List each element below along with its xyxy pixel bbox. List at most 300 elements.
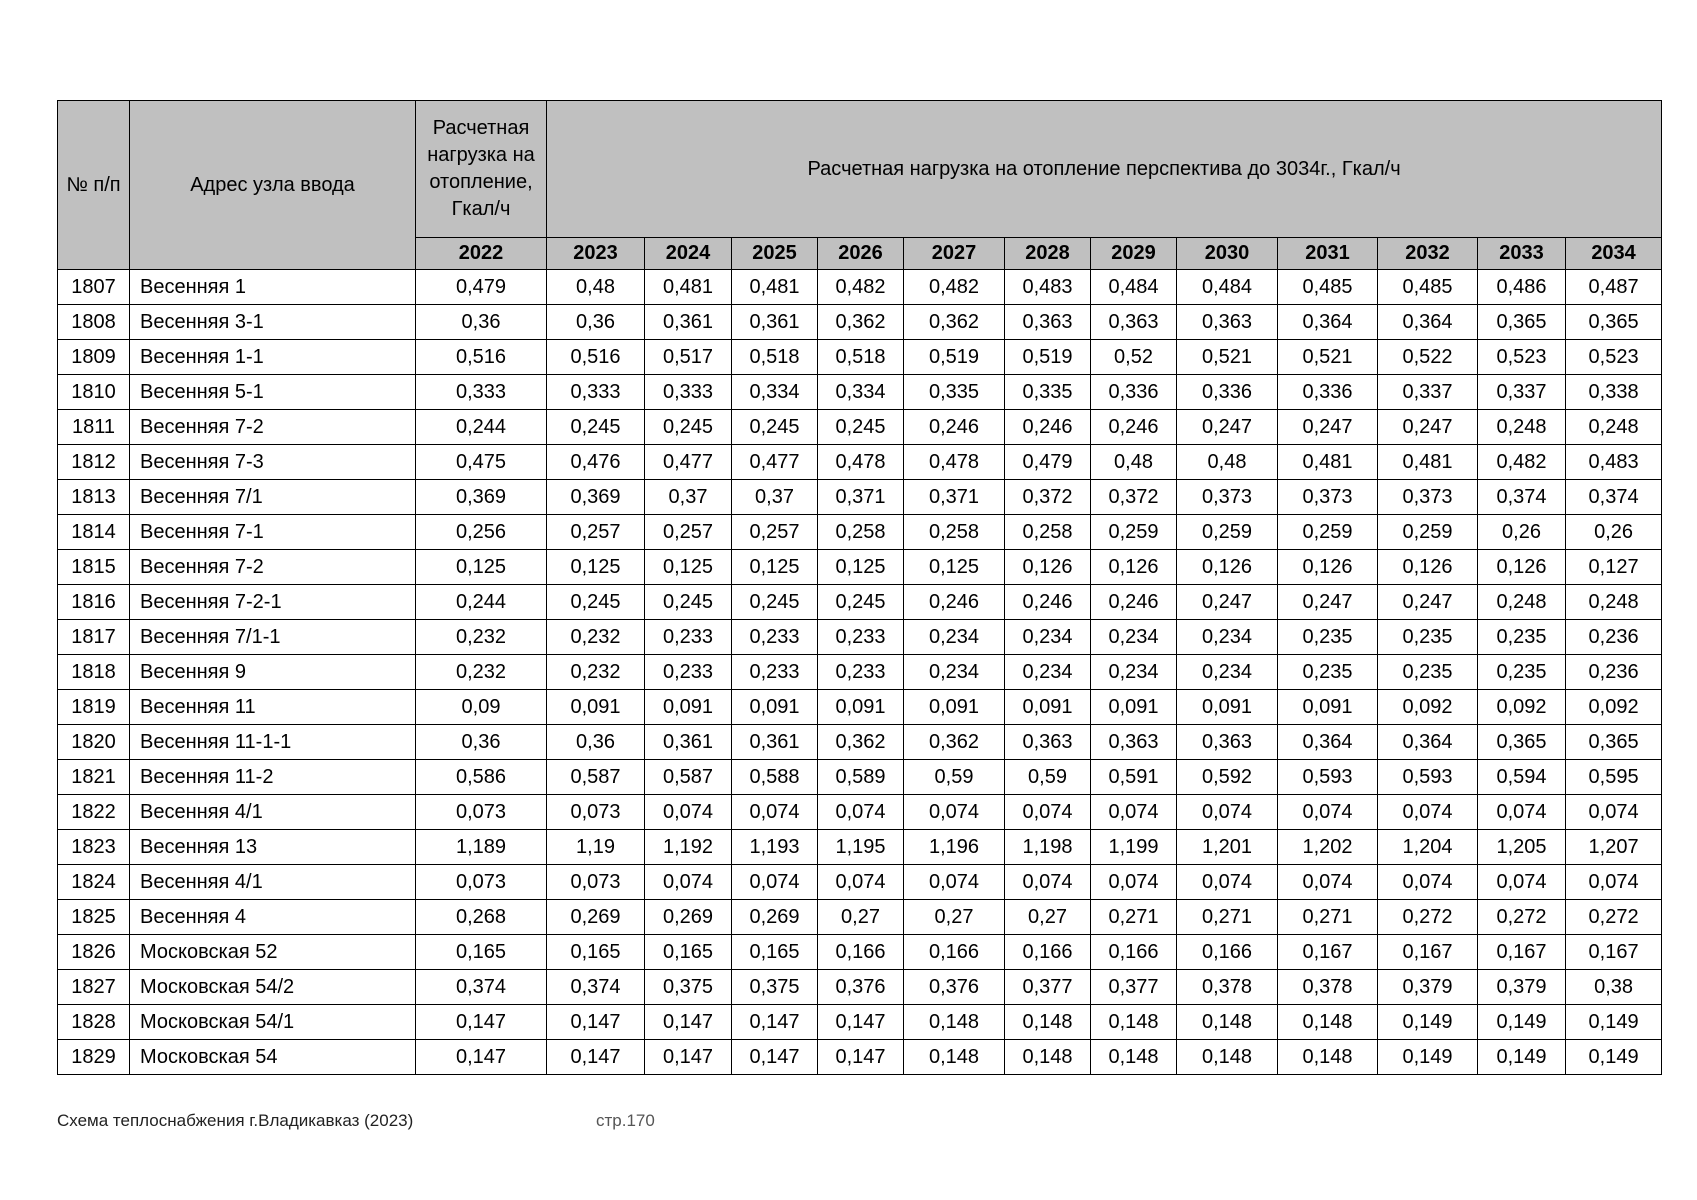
row-number: 1810 — [58, 375, 130, 410]
load-value-cell: 0,518 — [818, 340, 904, 375]
row-number: 1808 — [58, 305, 130, 340]
load-value-cell: 0,376 — [904, 970, 1005, 1005]
load-value-cell: 0,334 — [818, 375, 904, 410]
load-value-cell: 0,246 — [1005, 585, 1091, 620]
load-value-cell: 0,247 — [1378, 410, 1478, 445]
load-value-cell: 0,519 — [1005, 340, 1091, 375]
table-row — [58, 375, 1662, 410]
table-row — [58, 620, 1662, 655]
load-value-cell: 0,595 — [1566, 760, 1662, 795]
load-value-cell: 0,247 — [1177, 410, 1278, 445]
load-value-cell: 0,519 — [904, 340, 1005, 375]
load-value-cell: 0,166 — [818, 935, 904, 970]
load-value-cell: 0,477 — [645, 445, 732, 480]
row-address: Весенняя 7-3 — [130, 445, 416, 480]
load-value-cell: 0,269 — [732, 900, 818, 935]
load-value-cell: 0,091 — [1278, 690, 1378, 725]
load-value-cell: 0,336 — [1278, 375, 1378, 410]
row-address: Весенняя 7-1 — [130, 515, 416, 550]
row-number: 1825 — [58, 900, 130, 935]
load-value-cell: 0,363 — [1177, 305, 1278, 340]
table-row — [58, 690, 1662, 725]
load-value-cell: 0,074 — [1566, 865, 1662, 900]
load-value-cell: 0,092 — [1478, 690, 1566, 725]
load-value-cell: 0,259 — [1091, 515, 1177, 550]
load-value-cell: 0,244 — [416, 410, 547, 445]
load-value-cell: 0,126 — [1091, 550, 1177, 585]
load-value-cell: 0,167 — [1566, 935, 1662, 970]
load-value-cell: 0,245 — [732, 410, 818, 445]
row-number: 1819 — [58, 690, 130, 725]
load-value-cell: 0,371 — [818, 480, 904, 515]
load-value-cell: 0,586 — [416, 760, 547, 795]
table-row — [58, 340, 1662, 375]
load-value-cell: 0,379 — [1378, 970, 1478, 1005]
year-header: 2031 — [1278, 238, 1378, 270]
table-row — [58, 445, 1662, 480]
load-value-cell: 0,074 — [645, 795, 732, 830]
load-value-cell: 0,074 — [904, 795, 1005, 830]
footer-page-number: стр.170 — [596, 1111, 655, 1130]
load-value-cell: 0,125 — [818, 550, 904, 585]
row-address: Весенняя 7/1-1 — [130, 620, 416, 655]
load-value-cell: 0,073 — [416, 795, 547, 830]
load-value-cell: 0,594 — [1478, 760, 1566, 795]
load-value-cell: 0,235 — [1278, 655, 1378, 690]
load-value-cell: 0,245 — [818, 410, 904, 445]
year-header: 2023 — [547, 238, 645, 270]
load-value-cell: 0,232 — [416, 620, 547, 655]
load-value-cell: 0,245 — [547, 585, 645, 620]
load-value-cell: 0,148 — [1278, 1040, 1378, 1075]
load-value-cell: 0,125 — [547, 550, 645, 585]
footer-document-title: Схема теплоснабжения г.Владикавказ (2023) — [57, 1111, 414, 1130]
load-value-cell: 0,333 — [547, 375, 645, 410]
load-value-cell: 0,126 — [1478, 550, 1566, 585]
load-value-cell: 0,59 — [904, 760, 1005, 795]
load-value-cell: 0,074 — [1005, 865, 1091, 900]
load-value-cell: 0,074 — [645, 865, 732, 900]
header-address: Адрес узла ввода — [130, 101, 416, 270]
load-value-cell: 0,361 — [732, 305, 818, 340]
load-value-cell: 1,201 — [1177, 830, 1278, 865]
load-value-cell: 0,372 — [1091, 480, 1177, 515]
load-value-cell: 1,198 — [1005, 830, 1091, 865]
load-value-cell: 0,092 — [1378, 690, 1478, 725]
load-value-cell: 0,235 — [1378, 620, 1478, 655]
load-value-cell: 0,074 — [1478, 795, 1566, 830]
load-value-cell: 0,589 — [818, 760, 904, 795]
load-value-cell: 0,149 — [1378, 1040, 1478, 1075]
load-value-cell: 0,364 — [1278, 725, 1378, 760]
row-number: 1822 — [58, 795, 130, 830]
load-value-cell: 0,149 — [1566, 1005, 1662, 1040]
load-value-cell: 0,27 — [904, 900, 1005, 935]
row-number: 1811 — [58, 410, 130, 445]
load-value-cell: 0,587 — [645, 760, 732, 795]
row-address: Московская 54/1 — [130, 1005, 416, 1040]
load-value-cell: 0,091 — [547, 690, 645, 725]
load-value-cell: 0,166 — [1091, 935, 1177, 970]
year-header: 2027 — [904, 238, 1005, 270]
load-value-cell: 0,125 — [904, 550, 1005, 585]
load-value-cell: 0,148 — [1177, 1005, 1278, 1040]
load-value-cell: 0,125 — [645, 550, 732, 585]
load-value-cell: 0,588 — [732, 760, 818, 795]
load-value-cell: 0,148 — [1091, 1040, 1177, 1075]
load-value-cell: 0,337 — [1378, 375, 1478, 410]
load-value-cell: 0,52 — [1091, 340, 1177, 375]
load-value-cell: 0,375 — [732, 970, 818, 1005]
load-value-cell: 0,248 — [1478, 410, 1566, 445]
load-value-cell: 0,149 — [1478, 1005, 1566, 1040]
load-value-cell: 0,365 — [1478, 725, 1566, 760]
load-value-cell: 0,247 — [1177, 585, 1278, 620]
load-value-cell: 0,268 — [416, 900, 547, 935]
load-value-cell: 0,484 — [1177, 270, 1278, 305]
row-address: Весенняя 9 — [130, 655, 416, 690]
load-value-cell: 0,258 — [904, 515, 1005, 550]
load-value-cell: 0,233 — [645, 655, 732, 690]
load-value-cell: 0,074 — [1091, 795, 1177, 830]
load-value-cell: 0,27 — [818, 900, 904, 935]
table-header — [58, 101, 1662, 270]
load-value-cell: 0,373 — [1378, 480, 1478, 515]
load-value-cell: 0,248 — [1566, 410, 1662, 445]
load-value-cell: 0,148 — [1091, 1005, 1177, 1040]
load-value-cell: 0,26 — [1566, 515, 1662, 550]
load-value-cell: 0,481 — [1278, 445, 1378, 480]
row-number: 1826 — [58, 935, 130, 970]
row-address: Весенняя 4 — [130, 900, 416, 935]
year-header: 2034 — [1566, 238, 1662, 270]
load-value-cell: 0,234 — [1177, 620, 1278, 655]
load-value-cell: 0,482 — [818, 270, 904, 305]
header-load-perspective: Расчетная нагрузка на отопление перспектива до 3034г., Гкал/ч — [547, 101, 1662, 238]
table-row — [58, 900, 1662, 935]
row-address: Весенняя 7-2-1 — [130, 585, 416, 620]
load-value-cell: 0,147 — [547, 1040, 645, 1075]
load-value-cell: 0,362 — [818, 305, 904, 340]
load-value-cell: 0,481 — [732, 270, 818, 305]
load-value-cell: 0,361 — [645, 305, 732, 340]
table-row — [58, 725, 1662, 760]
load-value-cell: 0,074 — [1177, 865, 1278, 900]
load-value-cell: 0,235 — [1378, 655, 1478, 690]
load-value-cell: 0,126 — [1177, 550, 1278, 585]
load-value-cell: 1,199 — [1091, 830, 1177, 865]
load-value-cell: 0,074 — [732, 795, 818, 830]
load-value-cell: 0,522 — [1378, 340, 1478, 375]
load-value-cell: 0,127 — [1566, 550, 1662, 585]
load-value-cell: 0,377 — [1091, 970, 1177, 1005]
load-value-cell: 0,166 — [1005, 935, 1091, 970]
load-value-cell: 0,365 — [1566, 725, 1662, 760]
load-value-cell: 0,374 — [416, 970, 547, 1005]
load-value-cell: 0,363 — [1091, 305, 1177, 340]
row-number: 1813 — [58, 480, 130, 515]
load-value-cell: 0,091 — [1177, 690, 1278, 725]
load-value-cell: 0,272 — [1478, 900, 1566, 935]
year-header: 2029 — [1091, 238, 1177, 270]
load-value-cell: 0,482 — [1478, 445, 1566, 480]
row-address: Московская 54 — [130, 1040, 416, 1075]
load-value-cell: 0,336 — [1091, 375, 1177, 410]
load-value-cell: 0,363 — [1005, 305, 1091, 340]
load-value-cell: 1,196 — [904, 830, 1005, 865]
table-row — [58, 795, 1662, 830]
load-value-cell: 0,126 — [1005, 550, 1091, 585]
load-value-cell: 0,337 — [1478, 375, 1566, 410]
table-row — [58, 480, 1662, 515]
load-value-cell: 0,148 — [904, 1005, 1005, 1040]
load-value-cell: 0,074 — [904, 865, 1005, 900]
load-value-cell: 0,338 — [1566, 375, 1662, 410]
load-value-cell: 0,245 — [547, 410, 645, 445]
load-value-cell: 0,074 — [1278, 865, 1378, 900]
load-value-cell: 0,147 — [416, 1040, 547, 1075]
load-value-cell: 1,195 — [818, 830, 904, 865]
load-value-cell: 0,487 — [1566, 270, 1662, 305]
load-value-cell: 0,481 — [645, 270, 732, 305]
load-value-cell: 0,369 — [416, 480, 547, 515]
load-value-cell: 0,074 — [1378, 795, 1478, 830]
table-row — [58, 270, 1662, 305]
load-value-cell: 1,204 — [1378, 830, 1478, 865]
load-value-cell: 0,236 — [1566, 655, 1662, 690]
row-address: Весенняя 5-1 — [130, 375, 416, 410]
load-value-cell: 0,234 — [904, 655, 1005, 690]
load-value-cell: 0,245 — [732, 585, 818, 620]
load-value-cell: 0,378 — [1278, 970, 1378, 1005]
load-value-cell: 0,074 — [1091, 865, 1177, 900]
row-number: 1829 — [58, 1040, 130, 1075]
row-number: 1824 — [58, 865, 130, 900]
load-value-cell: 0,333 — [416, 375, 547, 410]
load-value-cell: 0,245 — [818, 585, 904, 620]
load-value-cell: 0,246 — [1091, 410, 1177, 445]
load-value-cell: 0,165 — [416, 935, 547, 970]
load-value-cell: 0,232 — [547, 655, 645, 690]
load-value-cell: 0,126 — [1278, 550, 1378, 585]
load-value-cell: 0,363 — [1091, 725, 1177, 760]
table-row — [58, 760, 1662, 795]
load-value-cell: 0,259 — [1378, 515, 1478, 550]
load-value-cell: 0,247 — [1278, 410, 1378, 445]
load-value-cell: 0,26 — [1478, 515, 1566, 550]
table-row — [58, 410, 1662, 445]
load-value-cell: 0,272 — [1378, 900, 1478, 935]
load-value-cell: 0,364 — [1378, 725, 1478, 760]
load-value-cell: 0,37 — [645, 480, 732, 515]
load-value-cell: 0,378 — [1177, 970, 1278, 1005]
load-value-cell: 0,235 — [1278, 620, 1378, 655]
load-value-cell: 1,202 — [1278, 830, 1378, 865]
load-value-cell: 0,236 — [1566, 620, 1662, 655]
load-value-cell: 0,126 — [1378, 550, 1478, 585]
row-address: Весенняя 3-1 — [130, 305, 416, 340]
load-value-cell: 0,165 — [547, 935, 645, 970]
load-value-cell: 1,205 — [1478, 830, 1566, 865]
load-value-cell: 0,073 — [547, 865, 645, 900]
load-value-cell: 0,364 — [1378, 305, 1478, 340]
load-value-cell: 0,475 — [416, 445, 547, 480]
load-value-cell: 1,192 — [645, 830, 732, 865]
load-value-cell: 0,374 — [1478, 480, 1566, 515]
load-value-cell: 0,165 — [645, 935, 732, 970]
load-value-cell: 0,27 — [1005, 900, 1091, 935]
load-value-cell: 0,365 — [1566, 305, 1662, 340]
load-value-cell: 1,19 — [547, 830, 645, 865]
load-value-cell: 0,373 — [1177, 480, 1278, 515]
load-value-cell: 0,516 — [547, 340, 645, 375]
row-address: Весенняя 7-2 — [130, 550, 416, 585]
load-value-cell: 0,147 — [818, 1005, 904, 1040]
table-row — [58, 550, 1662, 585]
load-value-cell: 0,379 — [1478, 970, 1566, 1005]
load-value-cell: 0,48 — [1177, 445, 1278, 480]
load-value-cell: 0,271 — [1177, 900, 1278, 935]
load-value-cell: 0,074 — [1478, 865, 1566, 900]
load-value-cell: 0,523 — [1478, 340, 1566, 375]
load-value-cell: 0,148 — [904, 1040, 1005, 1075]
load-value-cell: 0,369 — [547, 480, 645, 515]
year-header: 2022 — [416, 238, 547, 270]
load-value-cell: 0,246 — [904, 585, 1005, 620]
load-value-cell: 0,36 — [416, 305, 547, 340]
load-value-cell: 0,149 — [1566, 1040, 1662, 1075]
row-address: Весенняя 1 — [130, 270, 416, 305]
header-row-main — [58, 101, 1662, 238]
load-value-cell: 0,248 — [1566, 585, 1662, 620]
load-value-cell: 0,148 — [1278, 1005, 1378, 1040]
year-header: 2025 — [732, 238, 818, 270]
load-value-cell: 0,479 — [416, 270, 547, 305]
load-value-cell: 0,335 — [904, 375, 1005, 410]
year-header: 2026 — [818, 238, 904, 270]
load-value-cell: 0,092 — [1566, 690, 1662, 725]
load-value-cell: 0,074 — [1566, 795, 1662, 830]
year-header: 2024 — [645, 238, 732, 270]
load-value-cell: 0,073 — [416, 865, 547, 900]
load-value-cell: 0,147 — [818, 1040, 904, 1075]
load-value-cell: 0,333 — [645, 375, 732, 410]
row-number: 1818 — [58, 655, 130, 690]
load-value-cell: 0,521 — [1177, 340, 1278, 375]
load-value-cell: 0,148 — [1005, 1040, 1091, 1075]
load-value-cell: 0,147 — [547, 1005, 645, 1040]
load-value-cell: 0,259 — [1177, 515, 1278, 550]
load-value-cell: 0,259 — [1278, 515, 1378, 550]
load-value-cell: 0,248 — [1478, 585, 1566, 620]
table-row — [58, 865, 1662, 900]
load-value-cell: 0,361 — [645, 725, 732, 760]
load-value-cell: 0,147 — [416, 1005, 547, 1040]
load-value-cell: 0,245 — [645, 585, 732, 620]
load-value-cell: 0,363 — [1177, 725, 1278, 760]
row-address: Весенняя 11-2 — [130, 760, 416, 795]
row-address: Весенняя 4/1 — [130, 865, 416, 900]
load-value-cell: 0,256 — [416, 515, 547, 550]
row-number: 1828 — [58, 1005, 130, 1040]
row-number: 1809 — [58, 340, 130, 375]
load-value-cell: 0,235 — [1478, 655, 1566, 690]
load-value-cell: 0,258 — [818, 515, 904, 550]
load-value-cell: 0,166 — [904, 935, 1005, 970]
load-value-cell: 0,523 — [1566, 340, 1662, 375]
heat-load-table — [57, 100, 1662, 1075]
header-num: № п/п — [58, 101, 130, 270]
load-value-cell: 0,521 — [1278, 340, 1378, 375]
load-value-cell: 0,074 — [1278, 795, 1378, 830]
row-address: Московская 54/2 — [130, 970, 416, 1005]
load-value-cell: 0,235 — [1478, 620, 1566, 655]
load-value-cell: 0,148 — [1005, 1005, 1091, 1040]
load-value-cell: 0,234 — [1005, 620, 1091, 655]
load-value-cell: 0,091 — [904, 690, 1005, 725]
load-value-cell: 0,485 — [1278, 270, 1378, 305]
load-value-cell: 0,074 — [732, 865, 818, 900]
row-number: 1814 — [58, 515, 130, 550]
load-value-cell: 0,592 — [1177, 760, 1278, 795]
load-value-cell: 0,247 — [1378, 585, 1478, 620]
table-row — [58, 1040, 1662, 1075]
load-value-cell: 0,36 — [547, 305, 645, 340]
load-value-cell: 0,167 — [1278, 935, 1378, 970]
load-value-cell: 0,167 — [1478, 935, 1566, 970]
load-value-cell: 0,246 — [1091, 585, 1177, 620]
load-value-cell: 0,38 — [1566, 970, 1662, 1005]
load-value-cell: 0,516 — [416, 340, 547, 375]
load-value-cell: 0,091 — [1005, 690, 1091, 725]
table-row — [58, 935, 1662, 970]
load-value-cell: 0,125 — [416, 550, 547, 585]
load-value-cell: 0,091 — [732, 690, 818, 725]
load-value-cell: 0,246 — [1005, 410, 1091, 445]
row-number: 1820 — [58, 725, 130, 760]
row-address: Весенняя 1-1 — [130, 340, 416, 375]
load-value-cell: 0,364 — [1278, 305, 1378, 340]
load-value-cell: 0,074 — [1378, 865, 1478, 900]
load-value-cell: 0,486 — [1478, 270, 1566, 305]
load-value-cell: 0,374 — [1566, 480, 1662, 515]
load-value-cell: 0,257 — [547, 515, 645, 550]
row-address: Весенняя 11 — [130, 690, 416, 725]
load-value-cell: 0,125 — [732, 550, 818, 585]
load-value-cell: 0,48 — [1091, 445, 1177, 480]
load-value-cell: 0,234 — [1005, 655, 1091, 690]
load-value-cell: 0,147 — [645, 1040, 732, 1075]
load-value-cell: 0,271 — [1091, 900, 1177, 935]
load-value-cell: 0,244 — [416, 585, 547, 620]
load-value-cell: 0,375 — [645, 970, 732, 1005]
row-number: 1807 — [58, 270, 130, 305]
load-value-cell: 0,091 — [645, 690, 732, 725]
load-value-cell: 0,09 — [416, 690, 547, 725]
table-row — [58, 1005, 1662, 1040]
load-value-cell: 0,234 — [904, 620, 1005, 655]
table-body — [58, 270, 1662, 1075]
load-value-cell: 0,362 — [904, 305, 1005, 340]
table-row — [58, 515, 1662, 550]
load-value-cell: 0,269 — [645, 900, 732, 935]
load-value-cell: 0,257 — [645, 515, 732, 550]
row-address: Московская 52 — [130, 935, 416, 970]
row-address: Весенняя 13 — [130, 830, 416, 865]
load-value-cell: 0,234 — [1091, 620, 1177, 655]
load-value-cell: 0,478 — [818, 445, 904, 480]
load-value-cell: 0,232 — [547, 620, 645, 655]
